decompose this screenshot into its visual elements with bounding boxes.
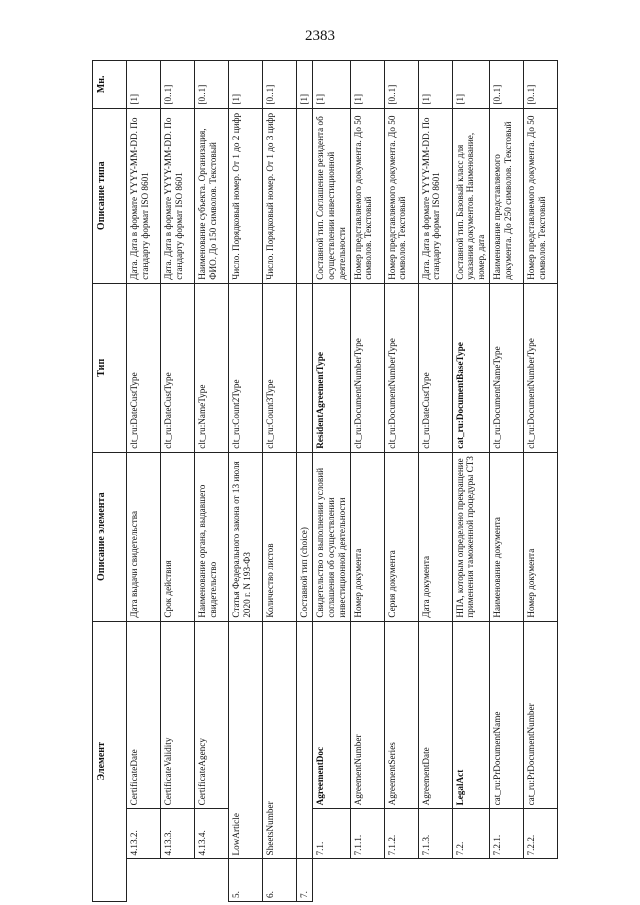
indent-cell [490, 859, 524, 902]
indent-cell [452, 859, 490, 902]
table-row [195, 61, 229, 902]
table-row [297, 61, 313, 902]
element-type: clt_ru:DateCustType [418, 283, 452, 452]
multiplicity: [0..1] [384, 61, 418, 109]
multiplicity: [0..1] [490, 61, 524, 109]
element-type: clt_ru:Count2Type [229, 283, 263, 452]
table-row [452, 61, 490, 902]
element-type: clt_ru:DocumentNumberType [350, 283, 384, 452]
row-number: 7.1.2. [384, 809, 418, 859]
type-description: Наименование представляемого документа. До 250 символов. Текстовый [490, 108, 524, 283]
element-name: AgreementNumber [350, 621, 384, 809]
element-description: Дата выдачи свидетельства [127, 452, 161, 621]
element-description: Составной тип (choice) [297, 452, 313, 621]
element-name: CertificateValidity [161, 621, 195, 809]
indent-cell [127, 859, 161, 902]
element-name: CertificateAgency [195, 621, 229, 809]
column-header-type-description: Описание типа [93, 108, 127, 283]
rotated-table-sheet [92, 60, 640, 902]
indent-cell [418, 859, 452, 902]
type-description [297, 108, 313, 283]
element-description: Свидетельство о выполнении условий соглашения об осуществлении инвестиционной деятельности [313, 452, 351, 621]
indent-cell [195, 859, 229, 902]
element-name: cat_ru:PrDocumentName [490, 621, 524, 809]
element-name: AgreementDoc [313, 621, 351, 809]
element-type: cat_ru:DocumentBaseType [452, 283, 490, 452]
element-description: Срок действия [161, 452, 195, 621]
table-row [524, 61, 558, 902]
element-description: Номер документа [350, 452, 384, 621]
element-description: Серия документа [384, 452, 418, 621]
type-description: Дата. Дата в формате YYYY-MM-DD. По стандарту формат ISO 8601 [418, 108, 452, 283]
type-description: Дата. Дата в формате YYYY-MM-DD. По стандарту формат ISO 8601 [161, 108, 195, 283]
indent-cell [350, 859, 384, 902]
column-header-multiplicity: Мн. [93, 61, 127, 109]
element-name: LegalAct [452, 621, 490, 809]
element-type: clt_ru:DateCustType [127, 283, 161, 452]
element-type: clt_ru:NameType [195, 283, 229, 452]
row-number: 4.13.3. [161, 809, 195, 859]
multiplicity: [1] [350, 61, 384, 109]
table-row [229, 61, 263, 902]
element-name: AgreementSeries [384, 621, 418, 809]
table-row [350, 61, 384, 902]
element-description: Статья Федерального закона от 13 июля 2020 г. N 193-ФЗ [229, 452, 263, 621]
row-number: 7.2. [452, 809, 490, 859]
type-description: Номер представляемого документа. До 50 символов. Текстовый [384, 108, 418, 283]
row-number: 6. [263, 859, 297, 902]
table-row [418, 61, 452, 902]
type-description: Номер представляемого документа. До 50 символов. Текстовый [524, 108, 558, 283]
element-description: Наименование органа, выдавшего свидетельство [195, 452, 229, 621]
table-row [263, 61, 297, 902]
element-name: cat_ru:PrDocumentNumber [524, 621, 558, 809]
element-type: ResidentAgreementType [313, 283, 351, 452]
type-description: Номер представляемого документа. До 50 символов. Текстовый [350, 108, 384, 283]
type-description: Составной тип. Соглашение резидента об осуществлении инвестиционной деятельности [313, 108, 351, 283]
element-description: Номер документа [524, 452, 558, 621]
row-number: 4.13.2. [127, 809, 161, 859]
row-number: 7. [297, 859, 313, 902]
element-type: clt_ru:Count3Type [263, 283, 297, 452]
multiplicity: [0..1] [195, 61, 229, 109]
row-number: 7.1.3. [418, 809, 452, 859]
element-description: НПА, которым определено прекращение применения таможенной процедуры СТЗ [452, 452, 490, 621]
type-description: Составной тип. Базовый класс для указания документов. Наименование, номер, дата [452, 108, 490, 283]
table-row [490, 61, 524, 902]
indent-cell [313, 859, 351, 902]
element-type: clt_ru:DocumentNumberType [384, 283, 418, 452]
indent-cell [161, 859, 195, 902]
row-number: 7.2.2. [524, 809, 558, 859]
element-name: SheetsNumber [263, 621, 297, 859]
row-number: 5. [229, 859, 263, 902]
table-header-row [93, 61, 127, 902]
table-row [127, 61, 161, 902]
element-type [297, 283, 313, 452]
page-number: 2383 [305, 28, 335, 44]
element-name: CertificateDate [127, 621, 161, 809]
row-number: 7.2.1. [490, 809, 524, 859]
type-description: Число. Порядковый номер. От 1 до 2 цифр [229, 108, 263, 283]
type-description: Дата. Дата в формате YYYY-MM-DD. По стандарту формат ISO 8601 [127, 108, 161, 283]
column-header-description: Описание элемента [93, 452, 127, 621]
element-table [92, 60, 558, 902]
table-row [313, 61, 351, 902]
table-row [384, 61, 418, 902]
multiplicity: [0..1] [524, 61, 558, 109]
row-number: 4.13.4. [195, 809, 229, 859]
element-type: clt_ru:DocumentNameType [490, 283, 524, 452]
element-name: LowArticle [229, 621, 263, 859]
element-description: Дата документа [418, 452, 452, 621]
element-description: Количество листов [263, 452, 297, 621]
multiplicity: [1] [452, 61, 490, 109]
element-name [297, 621, 313, 859]
multiplicity: [0..1] [161, 61, 195, 109]
multiplicity: [1] [229, 61, 263, 109]
column-header-type: Тип [93, 283, 127, 452]
type-description: Наименование субъекта. Организация, ФИО. До 150 символов. Текстовый [195, 108, 229, 283]
indent-cell [384, 859, 418, 902]
row-number: 7.1.1. [350, 809, 384, 859]
multiplicity: [1] [418, 61, 452, 109]
row-number: 7.1. [313, 809, 351, 859]
element-description: Наименование документа [490, 452, 524, 621]
multiplicity: [1] [297, 61, 313, 109]
element-type: clt_ru:DocumentNumberType [524, 283, 558, 452]
table-row [161, 61, 195, 902]
element-type: clt_ru:DateCustType [161, 283, 195, 452]
type-description: Число. Порядковый номер. От 1 до 3 цифр [263, 108, 297, 283]
indent-cell [524, 859, 558, 902]
column-header-element: Элемент [93, 621, 127, 901]
element-name: AgreementDate [418, 621, 452, 809]
multiplicity: [1] [313, 61, 351, 109]
multiplicity: [0..1] [263, 61, 297, 109]
multiplicity: [1] [127, 61, 161, 109]
